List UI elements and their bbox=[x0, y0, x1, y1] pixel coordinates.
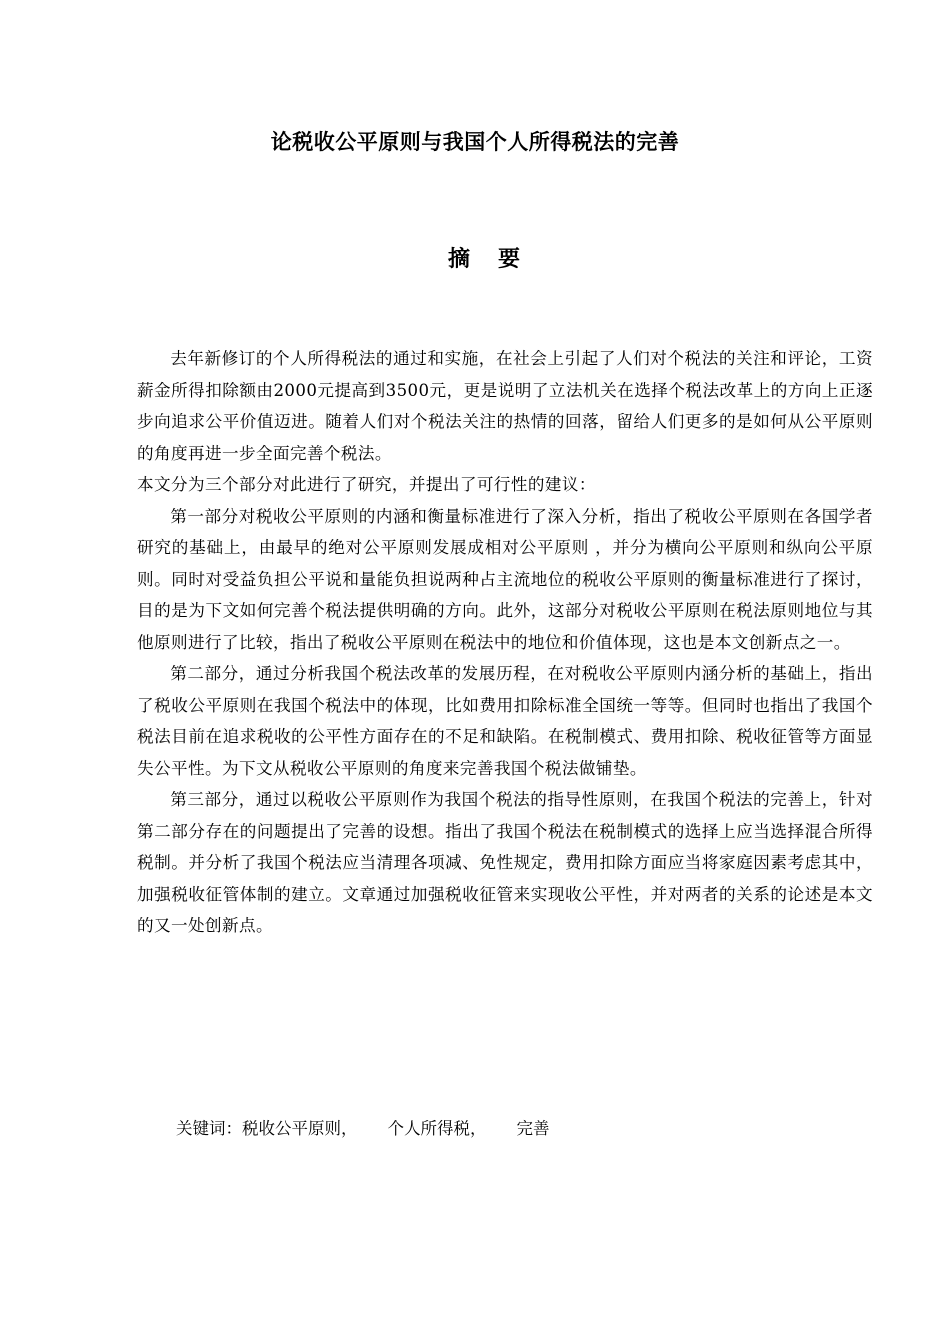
keywords-line bbox=[176, 1115, 550, 1139]
abstract-body bbox=[137, 343, 873, 942]
abstract-heading: 摘要 bbox=[447, 247, 548, 272]
paper-title: 论税收公平原则与我国个人所得税法的完善 bbox=[270, 130, 680, 154]
abstract-paragraph-3: 第一部分对税收公平原则的内涵和衡量标准进行了深入分析，指出了税收公平原则在各国学者研究的基础上，由最早的绝对公平原则发展成相对公平原则 ，并分为横向公平原则和纵向公平原则。同时对受益负担公平说和量能负担说两种占主流地位的税收公平原则的衡量标准进行了探讨，目的是为下文如何完善个税法提供明确的方向。此外，这部分对税收公平原则在税法原则地位与其他原则进行了比较，指出了税收公平原则在税法中的地位和价值体现，这也是本文创新点之一。 bbox=[137, 506, 873, 652]
abstract-paragraph-4: 第二部分，通过分析我国个税法改革的发展历程，在对税收公平原则内涵分析的基础上，指出了税收公平原则在我国个税法中的体现，比如费用扣除标准全国统一等等。但同时也指出了我国个税法目前在追求税收的公平性方面存在的不足和缺陷。在税制模式、费用扣除、税收征管等方面显失公平性。为下文从税收公平原则的角度来完善我国个税法做铺垫。 bbox=[137, 664, 873, 778]
keyword-1: 税收公平原则， bbox=[242, 1119, 358, 1138]
abstract-paragraph-2: 本文分为三个部分对此进行了研究，并提出了可行性的建议： bbox=[137, 475, 596, 494]
keywords-label: 关键词： bbox=[176, 1119, 242, 1138]
abstract-paragraph-1: 去年新修订的个人所得税法的通过和实施，在社会上引起了人们对个税法的关注和评论，工资薪金所得扣除额由2000元提高到3500元，更是说明了立法机关在选择个税法改革上的方向上正逐步向追求公平价值迈进。随着人们对个税法关注的热情的回落，留给人们更多的是如何从公平原则的角度再进一步全面完善个税法。 bbox=[137, 349, 873, 463]
abstract-paragraph-5: 第三部分，通过以税收公平原则作为我国个税法的指导性原则，在我国个税法的完善上，针对第二部分存在的问题提出了完善的设想。指出了我国个税法在税制模式的选择上应当选择混合所得税制。并分析了我国个税法应当清理各项减、免性规定，费用扣除方面应当将家庭因素考虑其中，加强税收征管体制的建立。文章通过加强税收征管来实现收公平性，并对两者的关系的论述是本文的又一处创新点。 bbox=[137, 790, 873, 935]
keyword-3: 完善 bbox=[516, 1119, 550, 1138]
keyword-2: 个人所得税， bbox=[387, 1119, 487, 1138]
